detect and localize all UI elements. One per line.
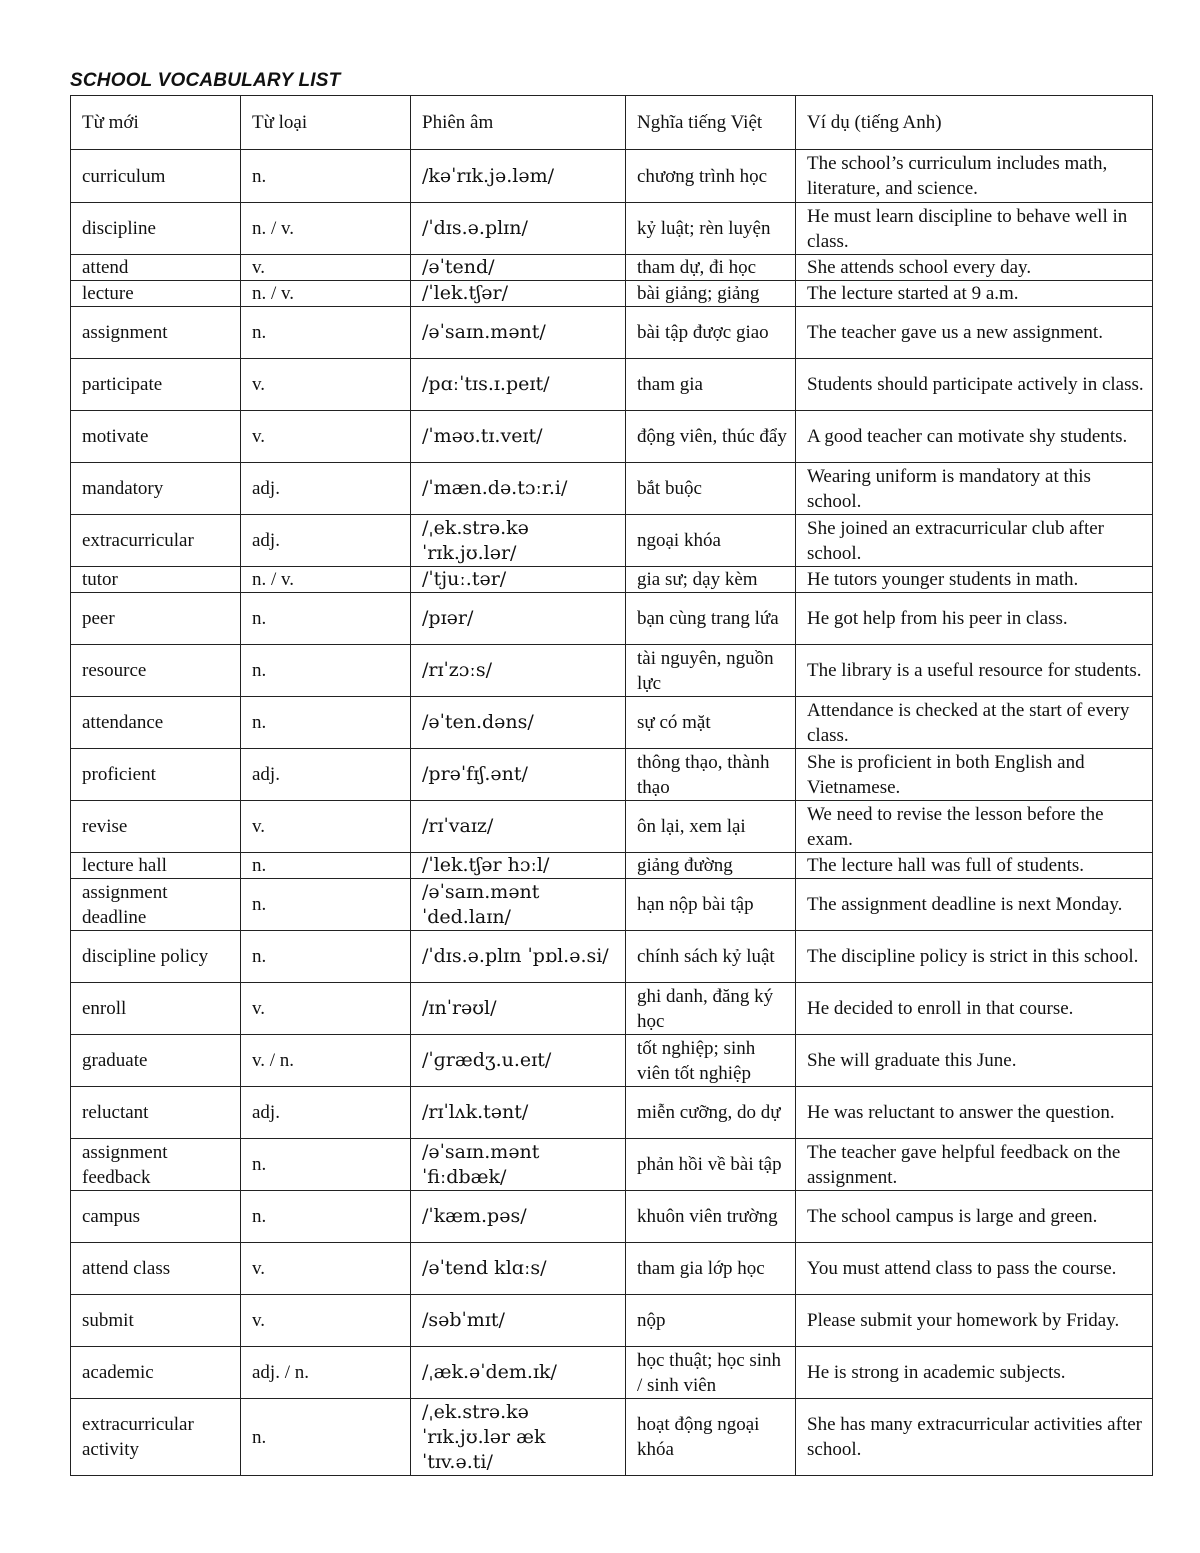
cell-example: The lecture started at 9 a.m. <box>796 281 1153 307</box>
cell-pronunciation: /ˈtjuː.tər/ <box>411 567 626 593</box>
cell-part-of-speech: adj. / n. <box>241 1347 411 1399</box>
cell-word: submit <box>71 1295 241 1347</box>
cell-pronunciation: /ˌæk.əˈdem.ɪk/ <box>411 1347 626 1399</box>
cell-word: motivate <box>71 411 241 463</box>
cell-part-of-speech: n. <box>241 593 411 645</box>
cell-example: You must attend class to pass the course. <box>796 1243 1153 1295</box>
cell-word: tutor <box>71 567 241 593</box>
cell-word: discipline <box>71 203 241 255</box>
cell-part-of-speech: n. <box>241 931 411 983</box>
cell-part-of-speech: v. <box>241 411 411 463</box>
cell-example: She is proficient in both English and Vietnamese. <box>796 749 1153 801</box>
cell-vietnamese-meaning: động viên, thúc đẩy <box>626 411 796 463</box>
cell-pronunciation: /əˈsaɪn.mənt/ <box>411 307 626 359</box>
cell-word: lecture hall <box>71 853 241 879</box>
header-pronunciation: Phiên âm <box>411 96 626 150</box>
cell-pronunciation: /əˈsaɪn.mənt ˈfiːdbæk/ <box>411 1139 626 1191</box>
cell-pronunciation: /əˈsaɪn.mənt ˈded.laɪn/ <box>411 879 626 931</box>
cell-pronunciation: /rɪˈvaɪz/ <box>411 801 626 853</box>
cell-vietnamese-meaning: kỷ luật; rèn luyện <box>626 203 796 255</box>
cell-pronunciation: /rɪˈlʌk.tənt/ <box>411 1087 626 1139</box>
cell-part-of-speech: v. <box>241 359 411 411</box>
cell-part-of-speech: n. <box>241 879 411 931</box>
cell-part-of-speech: n. <box>241 1399 411 1476</box>
cell-part-of-speech: n. / v. <box>241 281 411 307</box>
table-row <box>71 515 1153 567</box>
table-row <box>71 1087 1153 1139</box>
cell-part-of-speech: v. <box>241 1243 411 1295</box>
cell-vietnamese-meaning: bài giảng; giảng <box>626 281 796 307</box>
cell-word: proficient <box>71 749 241 801</box>
cell-vietnamese-meaning: bạn cùng trang lứa <box>626 593 796 645</box>
table-row <box>71 359 1153 411</box>
cell-vietnamese-meaning: chương trình học <box>626 150 796 203</box>
table-row <box>71 255 1153 281</box>
cell-example: She will graduate this June. <box>796 1035 1153 1087</box>
cell-part-of-speech: adj. <box>241 515 411 567</box>
cell-vietnamese-meaning: tài nguyên, nguồn lực <box>626 645 796 697</box>
cell-vietnamese-meaning: sự có mặt <box>626 697 796 749</box>
cell-vietnamese-meaning: tham gia lớp học <box>626 1243 796 1295</box>
cell-pronunciation: /əˈten.dəns/ <box>411 697 626 749</box>
cell-part-of-speech: n. <box>241 645 411 697</box>
cell-pronunciation: /səbˈmɪt/ <box>411 1295 626 1347</box>
cell-example: She joined an extracurricular club after school. <box>796 515 1153 567</box>
cell-vietnamese-meaning: giảng đường <box>626 853 796 879</box>
cell-example: He must learn discipline to behave well in class. <box>796 203 1153 255</box>
cell-pronunciation: /ˈdɪs.ə.plɪn/ <box>411 203 626 255</box>
cell-word: extracurricular activity <box>71 1399 241 1476</box>
table-row <box>71 567 1153 593</box>
cell-pronunciation: /ˈməʊ.tɪ.veɪt/ <box>411 411 626 463</box>
cell-word: lecture <box>71 281 241 307</box>
table-row <box>71 1139 1153 1191</box>
cell-word: graduate <box>71 1035 241 1087</box>
header-part-of-speech: Từ loại <box>241 96 411 150</box>
table-row <box>71 697 1153 749</box>
cell-example: Please submit your homework by Friday. <box>796 1295 1153 1347</box>
cell-example: The school’s curriculum includes math, literature, and science. <box>796 150 1153 203</box>
cell-example: He is strong in academic subjects. <box>796 1347 1153 1399</box>
table-row <box>71 749 1153 801</box>
cell-part-of-speech: n. <box>241 853 411 879</box>
table-row <box>71 1399 1153 1476</box>
cell-vietnamese-meaning: tham gia <box>626 359 796 411</box>
cell-vietnamese-meaning: hạn nộp bài tập <box>626 879 796 931</box>
cell-vietnamese-meaning: thông thạo, thành thạo <box>626 749 796 801</box>
cell-vietnamese-meaning: hoạt động ngoại khóa <box>626 1399 796 1476</box>
cell-example: The library is a useful resource for students. <box>796 645 1153 697</box>
table-body <box>71 150 1153 1476</box>
cell-part-of-speech: adj. <box>241 1087 411 1139</box>
cell-vietnamese-meaning: học thuật; học sinh / sinh viên <box>626 1347 796 1399</box>
table-row <box>71 879 1153 931</box>
vocabulary-table <box>70 95 1153 1476</box>
cell-part-of-speech: n. / v. <box>241 567 411 593</box>
cell-example: Attendance is checked at the start of every class. <box>796 697 1153 749</box>
cell-vietnamese-meaning: ôn lại, xem lại <box>626 801 796 853</box>
cell-part-of-speech: n. <box>241 1139 411 1191</box>
cell-word: attendance <box>71 697 241 749</box>
cell-vietnamese-meaning: phản hồi về bài tập <box>626 1139 796 1191</box>
table-row <box>71 801 1153 853</box>
cell-word: revise <box>71 801 241 853</box>
cell-word: peer <box>71 593 241 645</box>
cell-example: The teacher gave helpful feedback on the assignment. <box>796 1139 1153 1191</box>
table-row <box>71 1243 1153 1295</box>
cell-vietnamese-meaning: chính sách kỷ luật <box>626 931 796 983</box>
table-header-row <box>71 96 1153 150</box>
cell-example: The lecture hall was full of students. <box>796 853 1153 879</box>
cell-vietnamese-meaning: nộp <box>626 1295 796 1347</box>
cell-pronunciation: /pɑːˈtɪs.ɪ.peɪt/ <box>411 359 626 411</box>
cell-word: assignment deadline <box>71 879 241 931</box>
cell-example: The school campus is large and green. <box>796 1191 1153 1243</box>
cell-pronunciation: /kəˈrɪk.jə.ləm/ <box>411 150 626 203</box>
header-vietnamese-meaning: Nghĩa tiếng Việt <box>626 96 796 150</box>
cell-pronunciation: /ˈɡrædʒ.u.eɪt/ <box>411 1035 626 1087</box>
cell-pronunciation: /pɪər/ <box>411 593 626 645</box>
table-row <box>71 150 1153 203</box>
cell-pronunciation: /ˈdɪs.ə.plɪn ˈpɒl.ə.si/ <box>411 931 626 983</box>
cell-word: campus <box>71 1191 241 1243</box>
cell-example: The teacher gave us a new assignment. <box>796 307 1153 359</box>
cell-word: discipline policy <box>71 931 241 983</box>
cell-pronunciation: /ˈlek.tʃər/ <box>411 281 626 307</box>
table-row <box>71 931 1153 983</box>
cell-part-of-speech: v. <box>241 255 411 281</box>
cell-vietnamese-meaning: bắt buộc <box>626 463 796 515</box>
cell-vietnamese-meaning: miễn cưỡng, do dự <box>626 1087 796 1139</box>
cell-pronunciation: /ˈlek.tʃər hɔːl/ <box>411 853 626 879</box>
cell-pronunciation: /ˈmæn.də.tɔːr.i/ <box>411 463 626 515</box>
table-row <box>71 1347 1153 1399</box>
cell-pronunciation: /ˌek.strə.kə ˈrɪk.jʊ.lər/ <box>411 515 626 567</box>
cell-pronunciation: /əˈtend klɑːs/ <box>411 1243 626 1295</box>
cell-pronunciation: /ɪnˈrəʊl/ <box>411 983 626 1035</box>
table-row <box>71 853 1153 879</box>
table-row <box>71 411 1153 463</box>
cell-pronunciation: /prəˈfɪʃ.ənt/ <box>411 749 626 801</box>
cell-vietnamese-meaning: bài tập được giao <box>626 307 796 359</box>
cell-example: He tutors younger students in math. <box>796 567 1153 593</box>
table-row <box>71 463 1153 515</box>
table-row <box>71 983 1153 1035</box>
cell-word: reluctant <box>71 1087 241 1139</box>
cell-example: A good teacher can motivate shy students. <box>796 411 1153 463</box>
cell-vietnamese-meaning: ghi danh, đăng ký học <box>626 983 796 1035</box>
cell-example: Students should participate actively in class. <box>796 359 1153 411</box>
cell-example: The discipline policy is strict in this school. <box>796 931 1153 983</box>
cell-part-of-speech: adj. <box>241 463 411 515</box>
cell-example: He decided to enroll in that course. <box>796 983 1153 1035</box>
table-row <box>71 281 1153 307</box>
cell-example: He got help from his peer in class. <box>796 593 1153 645</box>
cell-word: resource <box>71 645 241 697</box>
cell-example: He was reluctant to answer the question. <box>796 1087 1153 1139</box>
cell-word: assignment <box>71 307 241 359</box>
table-row <box>71 1035 1153 1087</box>
cell-word: participate <box>71 359 241 411</box>
cell-part-of-speech: v. <box>241 801 411 853</box>
table-row <box>71 1295 1153 1347</box>
cell-vietnamese-meaning: gia sư; dạy kèm <box>626 567 796 593</box>
cell-word: extracurricular <box>71 515 241 567</box>
cell-pronunciation: /əˈtend/ <box>411 255 626 281</box>
cell-word: attend <box>71 255 241 281</box>
cell-vietnamese-meaning: tham dự, đi học <box>626 255 796 281</box>
cell-part-of-speech: n. <box>241 307 411 359</box>
cell-pronunciation: /ˌek.strə.kə ˈrɪk.jʊ.lər æk ˈtɪv.ə.ti/ <box>411 1399 626 1476</box>
table-row <box>71 645 1153 697</box>
cell-example: We need to revise the lesson before the exam. <box>796 801 1153 853</box>
cell-word: academic <box>71 1347 241 1399</box>
cell-pronunciation: /rɪˈzɔːs/ <box>411 645 626 697</box>
cell-vietnamese-meaning: khuôn viên trường <box>626 1191 796 1243</box>
header-word: Từ mới <box>71 96 241 150</box>
cell-part-of-speech: n. / v. <box>241 203 411 255</box>
table-row <box>71 307 1153 359</box>
cell-vietnamese-meaning: tốt nghiệp; sinh viên tốt nghiệp <box>626 1035 796 1087</box>
cell-part-of-speech: n. <box>241 697 411 749</box>
table-row <box>71 203 1153 255</box>
document-title: SCHOOL VOCABULARY LIST <box>70 70 341 91</box>
cell-word: attend class <box>71 1243 241 1295</box>
cell-example: The assignment deadline is next Monday. <box>796 879 1153 931</box>
header-example: Ví dụ (tiếng Anh) <box>796 96 1153 150</box>
table-row <box>71 1191 1153 1243</box>
cell-example: Wearing uniform is mandatory at this school. <box>796 463 1153 515</box>
table-row <box>71 593 1153 645</box>
cell-example: She has many extracurricular activities after school. <box>796 1399 1153 1476</box>
cell-word: mandatory <box>71 463 241 515</box>
cell-word: assignment feedback <box>71 1139 241 1191</box>
cell-pronunciation: /ˈkæm.pəs/ <box>411 1191 626 1243</box>
cell-vietnamese-meaning: ngoại khóa <box>626 515 796 567</box>
cell-word: curriculum <box>71 150 241 203</box>
cell-part-of-speech: v. <box>241 1295 411 1347</box>
cell-part-of-speech: n. <box>241 150 411 203</box>
cell-part-of-speech: adj. <box>241 749 411 801</box>
cell-example: She attends school every day. <box>796 255 1153 281</box>
cell-part-of-speech: n. <box>241 1191 411 1243</box>
cell-word: enroll <box>71 983 241 1035</box>
cell-part-of-speech: v. / n. <box>241 1035 411 1087</box>
cell-part-of-speech: v. <box>241 983 411 1035</box>
